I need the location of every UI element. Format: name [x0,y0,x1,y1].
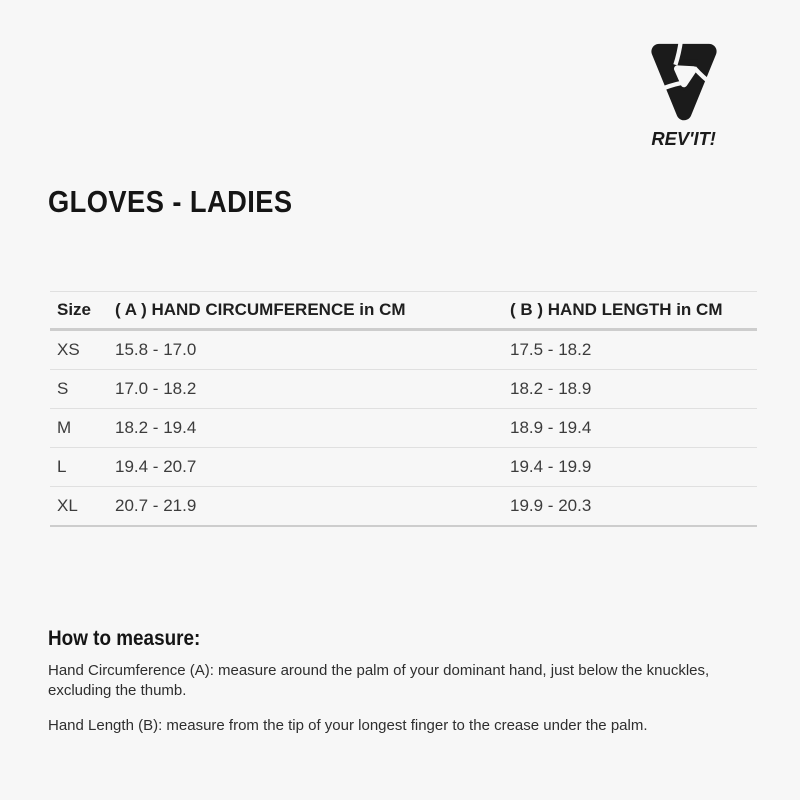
hand-circumference-cell: 17.0 - 18.2 [115,370,510,409]
instruction-line: Hand Circumference (A): measure around the palm of your dominant hand, just below the knuckles, [48,662,710,679]
hand-circumference-cell: 18.2 - 19.4 [115,409,510,448]
hand-length-instructions: Hand Length (B): measure from the tip of your longest finger to the crease under the palm. [48,717,648,734]
column-header-size: Size [50,292,115,330]
brand-logo-wordmark: REV'IT! [651,129,717,149]
revit-triblade-icon [635,40,733,126]
hand-length-cell: 18.2 - 18.9 [510,370,757,409]
column-header-hand-length: ( B ) HAND LENGTH in CM [510,292,757,330]
page-title: GLOVES - LADIES [48,184,293,219]
hand-length-cell: 17.5 - 18.2 [510,330,757,370]
hand-circumference-cell: 15.8 - 17.0 [115,330,510,370]
size-table-body [50,330,757,527]
header-row [50,292,757,330]
table-row-xs [50,330,757,370]
size-cell: XL [50,487,115,527]
table-row-m [50,409,757,448]
size-cell: M [50,409,115,448]
hand-length-cell: 19.4 - 19.9 [510,448,757,487]
table-row-l [50,448,757,487]
hand-length-cell: 18.9 - 19.4 [510,409,757,448]
table-row-xl [50,487,757,527]
size-cell: S [50,370,115,409]
how-to-measure-section [48,627,748,736]
brand-logo [633,40,735,150]
hand-circumference-instructions [48,661,748,701]
how-to-measure-heading: How to measure: [48,627,201,650]
size-table-header [50,292,757,330]
instruction-line: excluding the thumb. [48,682,187,699]
column-header-hand-circumference: ( A ) HAND CIRCUMFERENCE in CM [115,292,510,330]
hand-circumference-cell: 19.4 - 20.7 [115,448,510,487]
hand-length-cell: 19.9 - 20.3 [510,487,757,527]
size-table [50,291,757,527]
hand-circumference-cell: 20.7 - 21.9 [115,487,510,527]
size-cell: L [50,448,115,487]
size-cell: XS [50,330,115,370]
table-row-s [50,370,757,409]
